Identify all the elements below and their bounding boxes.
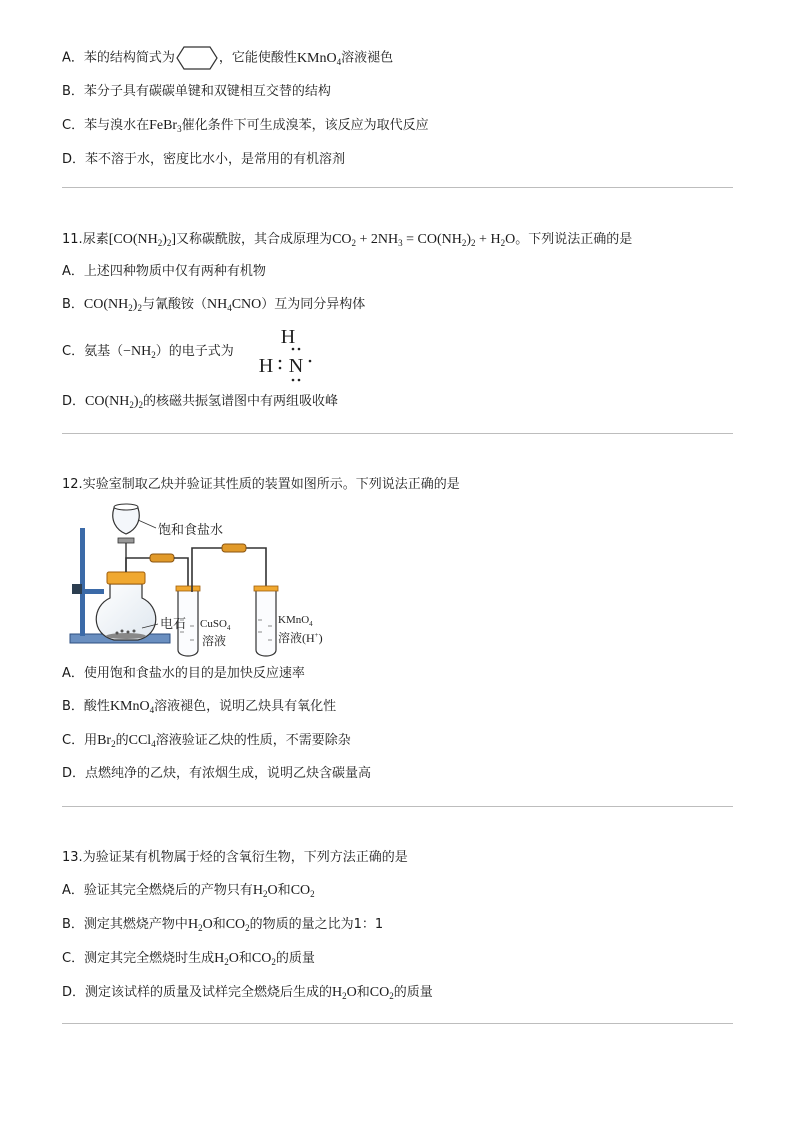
q10-option-b[interactable]: B．苯分子具有碳碳单键和双键相互交替的结构 bbox=[62, 84, 331, 99]
test-tube-kmno4 bbox=[256, 590, 276, 656]
flask bbox=[96, 584, 156, 640]
label-cuso4: CuSO$_4$ bbox=[200, 618, 231, 632]
acetylene-apparatus-figure bbox=[62, 500, 362, 660]
benzene-structure-icon bbox=[175, 45, 219, 71]
q13-option-a[interactable]: A．验证其完全燃烧后的产物只有$H_2O$和$CO_2$ bbox=[62, 883, 315, 899]
q12-option-c[interactable]: C．用$Br_2$的CCl$_4$溶液验证乙炔的性质，不需要除杂 bbox=[62, 733, 351, 749]
rubber-connector-1 bbox=[150, 554, 174, 562]
label-kmno4: KMnO$_4$ bbox=[278, 614, 313, 628]
calcium-carbide-solid bbox=[106, 633, 146, 639]
q12-option-b[interactable]: B．酸性KMnO$_4$溶液褪色，说明乙炔具有氧化性 bbox=[62, 699, 337, 715]
divider bbox=[62, 1023, 733, 1024]
divider bbox=[62, 806, 733, 807]
separatory-funnel bbox=[113, 508, 140, 534]
q12-stem: 12.实验室制取乙炔并验证其性质的装置如图所示。下列说法正确的是 bbox=[62, 477, 460, 492]
q10-option-d[interactable]: D．苯不溶于水，密度比水小，是常用的有机溶剂 bbox=[62, 152, 346, 167]
q13-option-c[interactable]: C．测定其完全燃烧时生成$H_2O$和$CO_2$的质量 bbox=[62, 951, 315, 967]
label-solution-2: 溶液(H+) bbox=[278, 631, 323, 645]
label-carbide: 电石 bbox=[160, 616, 187, 631]
q13-option-d[interactable]: D．测定该试样的质量及试样完全燃烧后生成的$H_2O$和$CO_2$的质量 bbox=[62, 985, 433, 1001]
q12-option-a[interactable]: A．使用饱和食盐水的目的是加快反应速率 bbox=[62, 666, 305, 681]
label-brine: 饱和食盐水 bbox=[158, 522, 224, 537]
stopcock bbox=[118, 538, 134, 543]
option-label: A． bbox=[62, 50, 84, 66]
q10-option-a[interactable]: A．苯的结构简式为 ，它能使酸性KMnO$_4$溶液褪色 bbox=[62, 45, 393, 71]
q13-option-b[interactable]: B．测定其燃烧产物中$H_2O$和$CO_2$的物质的量之比为1：1 bbox=[62, 917, 384, 933]
q10-option-c[interactable]: C．苯与溴水在FeBr$_3$催化条件下可生成溴苯，该反应为取代反应 bbox=[62, 118, 429, 134]
label-solution-1: 溶液 bbox=[202, 634, 227, 648]
rubber-connector-2 bbox=[222, 544, 246, 552]
stand-clamp bbox=[82, 589, 104, 594]
q13-stem: 13.为验证某有机物属于烃的含氧衍生物，下列方法正确的是 bbox=[62, 850, 408, 865]
amino-electron-formula bbox=[254, 324, 324, 384]
q11-option-b[interactable]: B．$CO(NH_2)_2$与氰酸铵$(NH_4CNO)$互为同分异构体 bbox=[62, 297, 366, 313]
q11-option-a[interactable]: A．上述四种物质中仅有两种有机物 bbox=[62, 264, 266, 279]
rubber-stopper bbox=[107, 572, 145, 584]
q11-stem: 11.尿素$[CO(NH_2)_2]$又称碳酰胺，其合成原理为$CO_2 + 2NH_3 = CO(NH_2)_2 + H_2O$。下列说法正确的是 bbox=[62, 232, 633, 248]
electron-n: N bbox=[288, 355, 304, 377]
divider bbox=[62, 433, 733, 434]
electron-h-top: H bbox=[280, 326, 296, 348]
stand-rod bbox=[80, 528, 85, 636]
electron-h-left: H bbox=[258, 355, 274, 377]
q11-option-c[interactable]: C．氨基$(-NH_2)$的电子式为 bbox=[62, 344, 234, 360]
divider bbox=[62, 187, 733, 188]
q12-option-d[interactable]: D．点燃纯净的乙炔，有浓烟生成，说明乙炔含碳量高 bbox=[62, 766, 372, 781]
q11-option-d[interactable]: D．$CO(NH_2)_2$的核磁共振氢谱图中有两组吸收峰 bbox=[62, 394, 339, 410]
